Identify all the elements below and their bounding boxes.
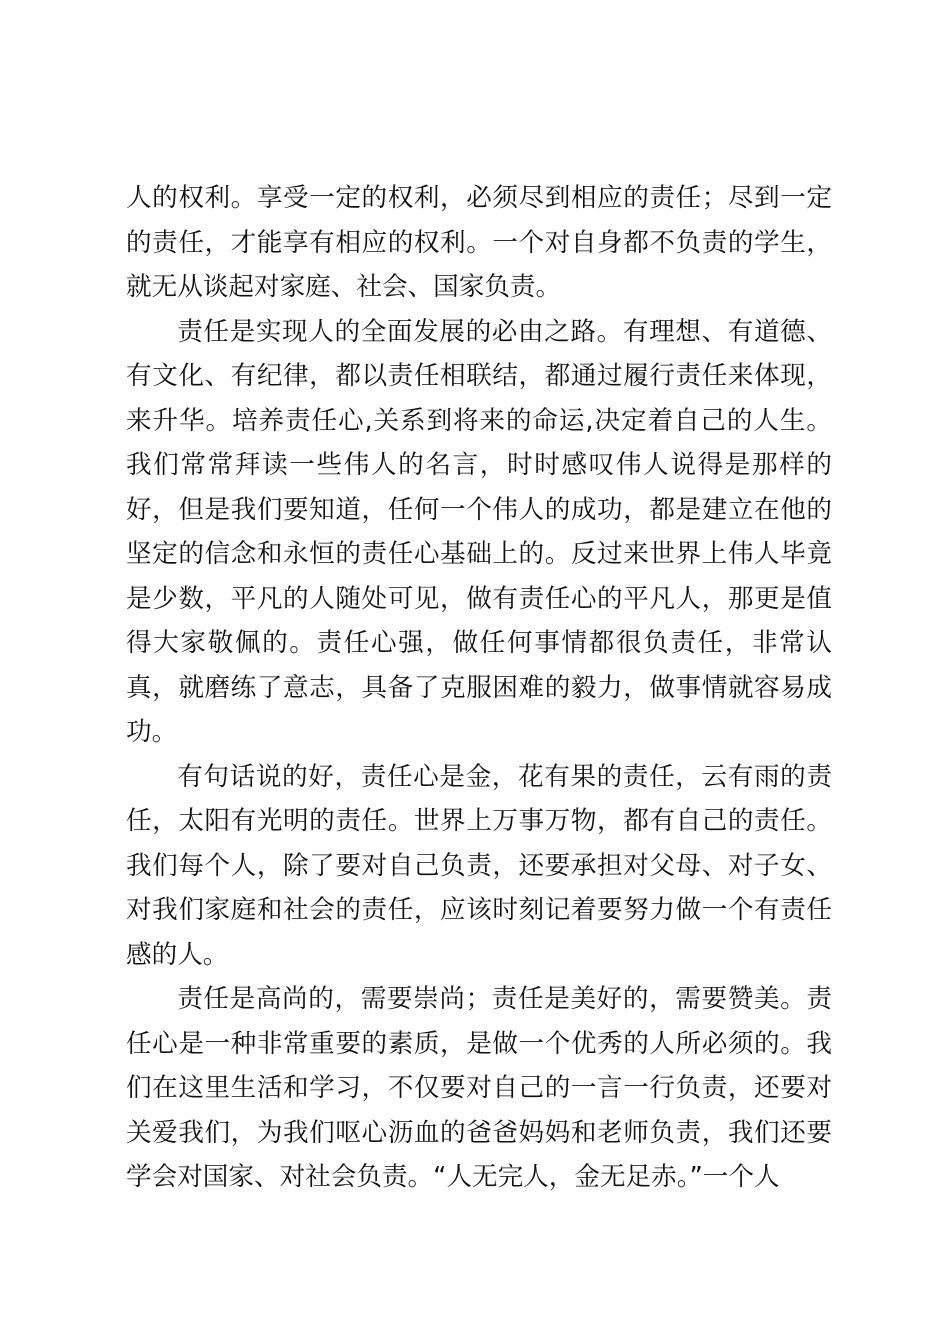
paragraph-4: 责任是高尚的，需要崇尚；责任是美好的，需要赞美。责任心是一种非常重要的素质，是做一个优秀的人所必须的。我们在这里生活和学习，不仅要对自己的一言一行负责，还要对关爱我们，为我们呕心沥血的爸爸妈妈和老师负责，我们还要学会对国家、对社会负责。“人无完人，金无足赤。”一个人 xyxy=(126,984,832,1192)
body-text xyxy=(126,176,832,1200)
paragraph-1: 人的权利。享受一定的权利，必须尽到相应的责任；尽到一定的责任，才能享有相应的权利。一个对自身都不负责的学生，就无从谈起对家庭、社会、国家负责。 xyxy=(126,183,832,302)
paragraph-3: 有句话说的好，责任心是金，花有果的责任，云有雨的责任，太阳有光明的责任。世界上万事万物，都有自己的责任。我们每个人，除了要对自己负责，还要承担对父母、对子女、对我们家庭和社会的责任，应该时刻记着要努力做一个有责任感的人。 xyxy=(126,761,832,970)
paragraph-2: 责任是实现人的全面发展的必由之路。有理想、有道德、有文化、有纪律，都以责任相联结，都通过履行责任来体现，来升华。培养责任心,关系到将来的命运,决定着自己的人生。我们常常拜读一些伟人的名言，时时感叹伟人说得是那样的好，但是我们要知道，任何一个伟人的成功，都是建立在他的坚定的信念和永恒的责任心基础上的。反过来世界上伟人毕竟是少数，平凡的人随处可见，做有责任心的平凡人，那更是值得大家敬佩的。责任心强，做任何事情都很负责任，非常认真，就磨练了意志，具备了克服困难的毅力，做事情就容易成功。 xyxy=(126,316,832,747)
